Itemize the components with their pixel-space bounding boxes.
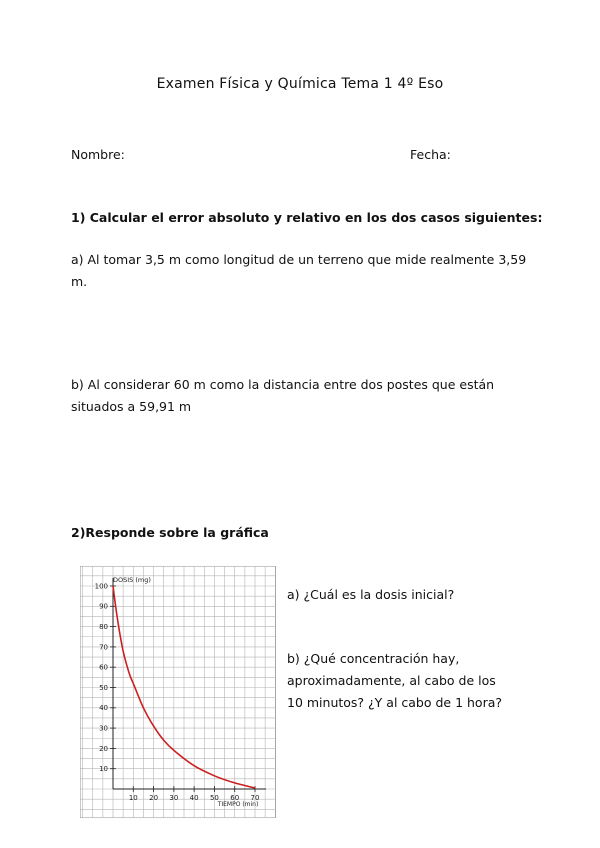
x-axis-label: TIEMPO (min) (217, 801, 259, 808)
date-label: Fecha: (410, 147, 451, 162)
question-2-heading: 2)Responde sobre la gráfica (71, 525, 269, 540)
x-tick-label: 70 (250, 794, 260, 802)
question-2b-text: b) ¿Qué concentración hay, aproximadamente, al cabo de los 10 minutos? ¿Y al cabo de 1 hora? (287, 651, 503, 710)
name-label: Nombre: (71, 147, 125, 162)
y-tick-label: 10 (99, 765, 108, 774)
x-tick-label: 50 (209, 794, 219, 802)
y-tick-label: 80 (99, 623, 108, 631)
page-title: Examen Física y Química Tema 1 4º Eso (156, 76, 444, 92)
chart-border (80, 566, 276, 818)
y-tick-label: 100 (94, 582, 108, 591)
y-tick-label: 20 (99, 744, 108, 753)
question-1-heading: 1) Calcular el error absoluto y relativo en los dos casos siguientes: (71, 210, 543, 225)
x-tick-label: 60 (230, 794, 240, 802)
question-2a-text: a) ¿Cuál es la dosis inicial? (287, 587, 455, 602)
y-tick-label: 50 (99, 683, 108, 692)
question-1a-text: a) Al tomar 3,5 m como longitud de un terreno que mide realmente 3,59 m. (71, 252, 527, 289)
x-tick-label: 20 (149, 794, 159, 802)
chart-grid (80, 566, 276, 818)
y-tick-label: 90 (99, 602, 108, 611)
y-tick-label: 30 (99, 724, 108, 733)
x-tick-label: 40 (189, 794, 199, 802)
y-tick-label: 60 (99, 663, 108, 672)
x-tick-label: 30 (169, 794, 179, 802)
question-1b-text: b) Al considerar 60 m como la distancia entre dos postes que están situados a 59,91 m (71, 377, 495, 414)
dose-time-chart (80, 566, 276, 818)
y-tick-label: 70 (99, 643, 108, 652)
y-tick-label: 40 (99, 704, 108, 713)
x-tick-label: 10 (128, 794, 138, 802)
y-axis-label: DOSIS (mg) (113, 576, 151, 584)
